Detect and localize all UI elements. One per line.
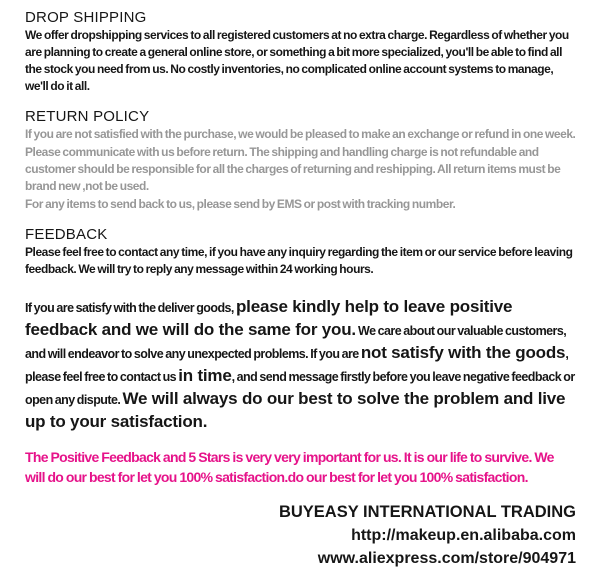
footer [25, 500, 576, 570]
return-policy-heading: RETURN POLICY [25, 108, 150, 125]
return-policy-paragraph: If you are not satisfied with the purchase, we would be pleased to make an exchange or refund in one week. [25, 127, 576, 141]
alibaba-url[interactable]: http://makeup.en.alibaba.com [351, 527, 576, 544]
company-name: BUYEASY INTERNATIONAL TRADING [278, 503, 576, 521]
appeal-segment: If you are satisfy with the deliver goods, [25, 301, 236, 315]
drop-shipping-heading: DROP SHIPPING [25, 9, 147, 26]
appeal-segment: , please feel free to contact us [25, 347, 569, 384]
feedback-heading: FEEDBACK [25, 226, 108, 243]
drop-shipping-body: We offer dropshipping services to all registered customers at no extra charge. Regardless of whether you are planning to create a general online store, or something a bit more specialized, you'll be able to find all the stock you need from us. No costly inventories, no complicated online account systems to manage, we'll do it all. [25, 28, 569, 93]
return-policy-paragraph: For any items to send back to us, please send by EMS or post with tracking number. [25, 197, 456, 211]
aliexpress-url[interactable]: www.aliexpress.com/store/904971 [317, 550, 576, 567]
drop-shipping-section [25, 9, 576, 95]
importance-note: The Positive Feedback and 5 Stars is very very important for us. It is our life to survive. We will do our best for let you 100% satisfaction.do our best for let you 100% satisfaction. [25, 449, 554, 485]
return-policy-paragraph: Please communicate with us before return. The shipping and handling charge is not refundable and customer should be responsible for all the charges of returning and reshipping. All return items must be brand new ,not be used. [25, 145, 561, 193]
appeal-segment: , and send message firstly before you leave negative feedback or open any dispute. [25, 370, 575, 407]
feedback-appeal [25, 296, 576, 433]
feedback-section [25, 226, 576, 278]
appeal-segment: We care about our valuable customers, and will endeavor to solve any unexpected problems. If you are [25, 324, 567, 361]
appeal-segment-emphasis: in time [178, 366, 232, 385]
return-policy-section [25, 108, 576, 213]
appeal-segment-emphasis: please kindly help to leave positive feedback and we will do the same for you. [25, 297, 513, 339]
appeal-segment-emphasis: We will always do our best to solve the problem and live up to your satisfaction. [25, 389, 566, 431]
appeal-segment-emphasis: not satisfy with the goods [360, 343, 566, 362]
feedback-body: Please feel free to contact any time, if you have any inquiry regarding the item or our service before leaving feedback. We will try to reply any message within 24 working hours. [25, 245, 573, 276]
